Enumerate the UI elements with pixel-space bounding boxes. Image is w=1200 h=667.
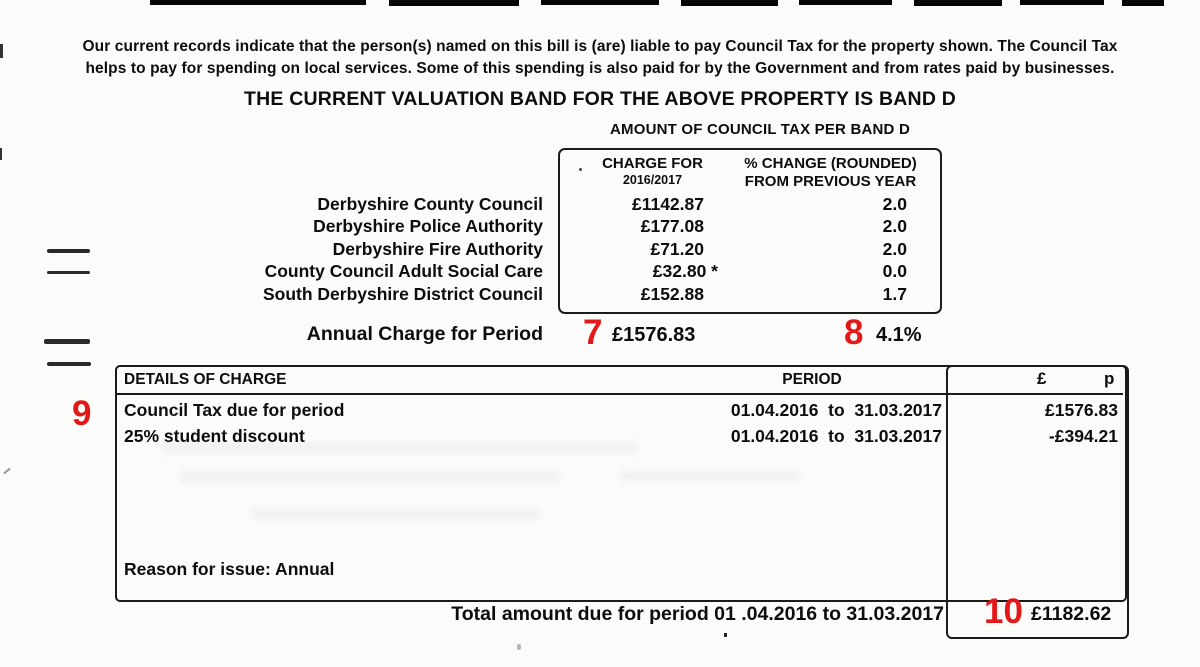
period-column-header: PERIOD <box>782 371 842 388</box>
charge-header-line1: CHARGE FOR <box>602 155 703 172</box>
pound-column-header: £ <box>1037 369 1047 388</box>
scan-artifact-mark <box>389 0 519 6</box>
scan-artifact-mark <box>799 0 892 5</box>
total-due-amount: £1182.62 <box>1031 603 1112 625</box>
scan-artifact-smudge <box>160 442 640 454</box>
authority-charge: £32.80 * <box>652 261 718 281</box>
pence-column-header: p <box>1104 369 1115 388</box>
authority-charge: £71.20 <box>650 239 704 259</box>
authority-percent-change: 1.7 <box>882 284 907 304</box>
annotation-marker-7: 7 <box>583 313 603 352</box>
fold-mark <box>44 339 90 344</box>
authority-label: Derbyshire Police Authority <box>313 216 543 236</box>
annual-charge-percent: 4.1% <box>876 324 922 346</box>
percent-header-line1: % CHANGE (ROUNDED) <box>744 155 917 172</box>
percent-change-column-header <box>728 155 933 191</box>
total-due-label: Total amount due for period 01 .04.2016 to 31.03.2017 <box>451 603 944 625</box>
authority-percent-change: 0.0 <box>882 261 907 281</box>
charge-amount: £1576.83 <box>1045 400 1118 420</box>
scan-artifact-smudge <box>180 470 560 483</box>
details-column-header: DETAILS OF CHARGE <box>124 371 287 388</box>
scan-artifact-mark <box>914 0 1002 6</box>
scan-artifact-mark <box>541 0 659 5</box>
charge-description: Council Tax due for period <box>124 400 345 420</box>
intro-line-2: helps to pay for spending on local services. Some of this spending is also paid for by the Government and from rates paid by businesses. <box>85 59 1115 77</box>
annual-charge-amount: £1576.83 <box>612 324 696 346</box>
scan-artifact-mark <box>3 468 10 475</box>
authority-label: Derbyshire County Council <box>317 194 543 214</box>
valuation-band-heading: THE CURRENT VALUATION BAND FOR THE ABOVE PROPERTY IS BAND D <box>243 88 957 110</box>
annotation-marker-10: 10 <box>984 592 1023 631</box>
scan-artifact-mark <box>681 0 778 6</box>
scan-artifact-mark <box>1122 0 1164 6</box>
reason-for-issue: Reason for issue: Annual <box>124 559 335 579</box>
scan-artifact-smudge <box>250 508 540 520</box>
authority-label: County Council Adult Social Care <box>264 261 543 281</box>
scan-artifact-dot <box>724 633 727 637</box>
annotation-marker-8: 8 <box>844 313 864 352</box>
authority-label: South Derbyshire District Council <box>262 284 543 304</box>
authority-charge: £1142.87 <box>631 194 704 214</box>
charge-description: 25% student discount <box>124 426 305 446</box>
authority-percent-change: 2.0 <box>882 239 907 259</box>
authority-percent-change: 2.0 <box>882 216 907 236</box>
band-table-title: AMOUNT OF COUNCIL TAX PER BAND D <box>609 121 910 138</box>
fold-mark <box>47 271 90 274</box>
table-header-divider <box>116 393 1123 395</box>
fold-mark <box>47 249 90 253</box>
scan-artifact-mark <box>517 644 521 650</box>
charge-column-header <box>570 155 735 188</box>
scan-artifact-smudge <box>620 470 800 482</box>
annual-charge-label: Annual Charge for Period <box>306 323 543 345</box>
annotation-marker-9: 9 <box>72 394 92 433</box>
authority-charge: £177.08 <box>640 216 704 236</box>
charge-period: 01.04.2016 to 31.03.2017 <box>730 426 942 446</box>
authority-label: Derbyshire Fire Authority <box>332 239 543 259</box>
charge-period: 01.04.2016 to 31.03.2017 <box>730 400 942 420</box>
authority-percent-change: 2.0 <box>882 194 907 214</box>
charge-amount: -£394.21 <box>1048 426 1118 446</box>
authority-charge: £152.88 <box>640 284 704 304</box>
intro-paragraph <box>0 36 1200 79</box>
scan-artifact-mark <box>0 148 2 160</box>
charge-header-line2: 2016/2017 <box>622 173 683 187</box>
percent-header-line2: FROM PREVIOUS YEAR <box>744 173 917 190</box>
fold-mark <box>47 362 91 366</box>
scan-artifact-mark <box>150 0 366 5</box>
intro-line-1: Our current records indicate that the person(s) named on this bill is (are) liable to pay Council Tax for the property shown. The Council Tax <box>82 38 1118 55</box>
scan-artifact-mark <box>1020 0 1104 5</box>
